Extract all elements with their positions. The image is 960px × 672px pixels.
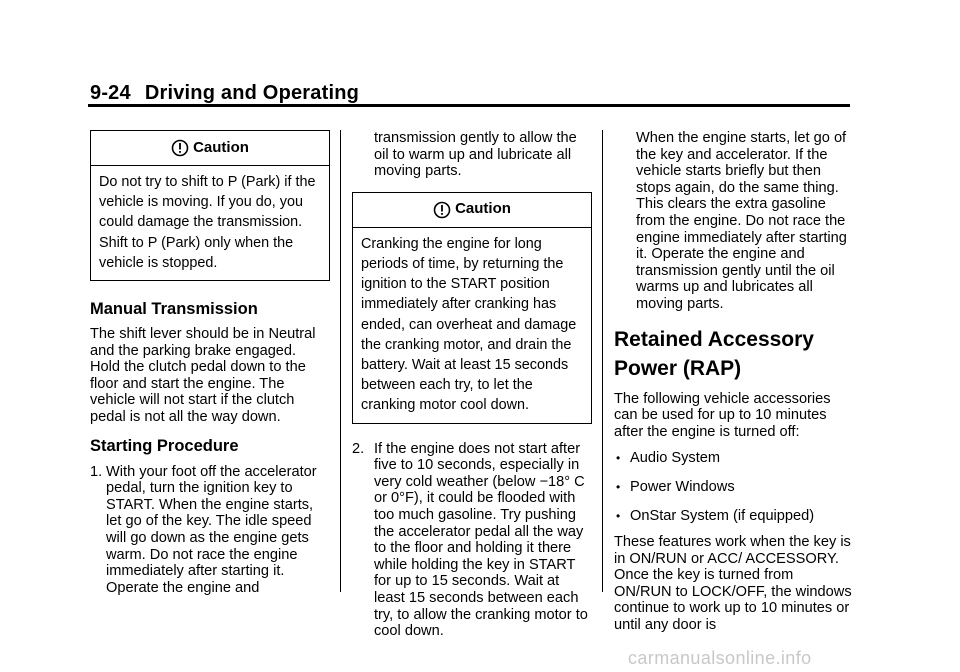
step-1-continued: transmission gently to allow the oil to warm up and lubricate all moving parts.	[374, 130, 577, 180]
page-number: 9-24	[90, 82, 131, 104]
manual-transmission-heading: Manual Transmission	[90, 300, 258, 319]
rap-accessory-list	[614, 450, 854, 524]
step-1	[90, 464, 330, 597]
step-1-number: 1.	[90, 463, 103, 480]
step-2	[352, 441, 592, 640]
list-item-label: Power Windows	[630, 478, 735, 495]
caution-box-cranking	[352, 192, 592, 424]
bullet-icon: •	[616, 479, 621, 494]
caution-header	[91, 131, 329, 166]
column-2	[352, 130, 592, 640]
header-rule	[88, 104, 850, 107]
rap-intro: The following vehicle accessories can be used for up to 10 minutes after the engine is turned off:	[614, 390, 831, 440]
list-item	[614, 508, 854, 525]
column-divider-2	[602, 130, 603, 592]
step-2-number: 2.	[352, 440, 365, 457]
bullet-icon: •	[616, 508, 621, 523]
caution-text: Do not try to shift to P (Park) if the vehicle is moving. If you do, you could damage the transmission. Shift to P (Park) only when the vehicle is stopped.	[99, 174, 316, 271]
column-divider-1	[340, 130, 341, 592]
caution-title: Caution	[455, 200, 511, 218]
list-item-label: OnStar System (if equipped)	[630, 507, 815, 524]
step-2-text: If the engine does not start after five to 10 seconds, especially in very cold weather (below −18° C or 0°F), it could be flooded with too much gasoline. Try pushing the accelerator pedal all the way to the floor and holding it there while holding the key in START for up to 15 seconds. Wait at least 15 seconds between each try, to allow the cranking motor to cool down.	[374, 440, 588, 640]
caution-warning-icon	[433, 201, 451, 219]
section-title: Driving and Operating	[144, 82, 360, 104]
caution-text: Cranking the engine for long periods of time, by returning the ignition to the START position immediately after cranking has ended, can overheat and damage the cranking motor, and drain the battery. Wait at least 15 seconds between each try, to let the cranking motor cool down.	[361, 235, 577, 414]
step-1-text: With your foot off the accelerator pedal, turn the ignition key to START. When the engine starts, let go of the key. The idle speed will go down as the engine gets warm. Do not race the engine immediately after starting it. Operate the engine and	[106, 463, 317, 596]
caution-box-park	[90, 130, 330, 281]
bullet-icon: •	[616, 451, 621, 466]
manual-transmission-text: The shift lever should be in Neutral and the parking brake engaged. Hold the clutch pedal down to the floor and start the engine. The vehicle will not start if the clutch pedal is not all the way down.	[90, 326, 316, 425]
rap-details-text: These features work when the key is in ON/RUN or ACC/ ACCESSORY. Once the key is turned from ON/RUN to LOCK/OFF, the windows continue to work up to 10 minutes or until any door is	[614, 534, 852, 634]
caution-header	[353, 193, 591, 228]
rap-heading: Retained Accessory Power (RAP)	[614, 327, 814, 380]
column-3	[614, 130, 854, 634]
column-1	[90, 130, 330, 596]
page-header	[90, 82, 359, 105]
step-2-continued: When the engine starts, let go of the key and accelerator. If the vehicle starts briefly but then stops again, do the same thing. This clears the extra gasoline from the engine. Do not race the engine immediately after starting it. Operate the engine and transmission gently until the oil warms up and lubricates all moving parts.	[636, 130, 847, 312]
starting-steps	[90, 464, 330, 597]
caution-title: Caution	[193, 138, 249, 156]
starting-steps-continued	[352, 441, 592, 640]
watermark: carmanualsonline.info	[628, 648, 812, 668]
list-item	[614, 450, 854, 467]
list-item-label: Audio System	[630, 450, 721, 467]
starting-procedure-heading: Starting Procedure	[90, 436, 239, 455]
caution-warning-icon	[171, 139, 189, 157]
list-item	[614, 479, 854, 496]
